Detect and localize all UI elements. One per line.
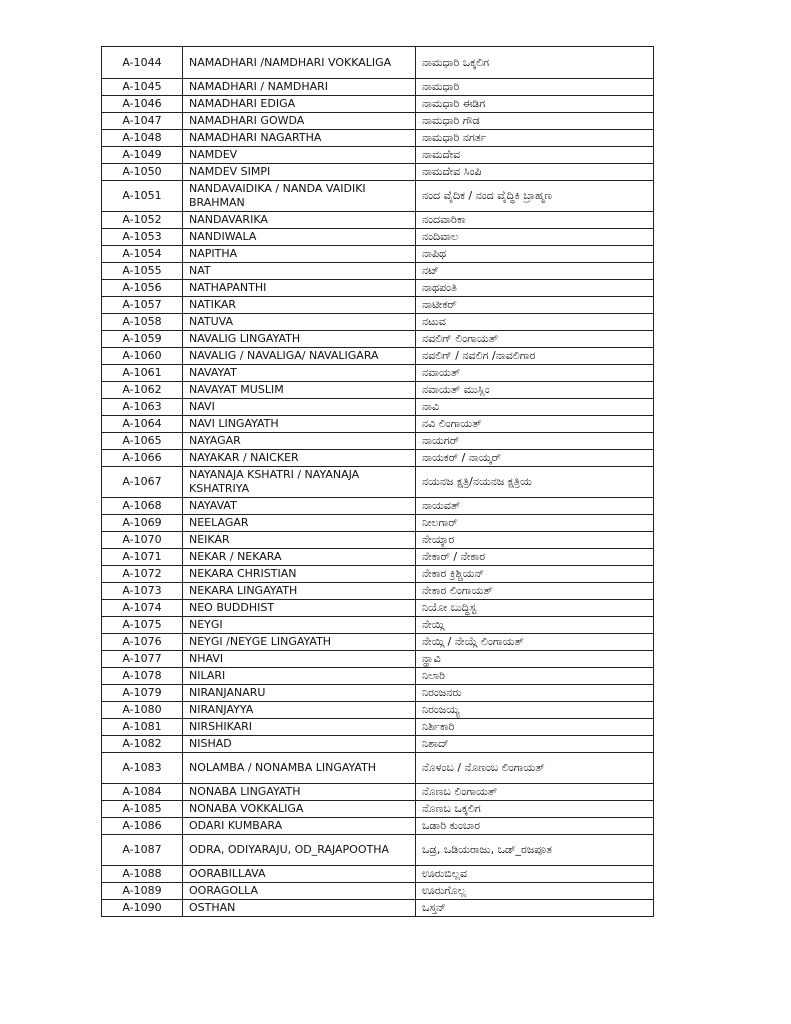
kannada-name-cell: ಊರುಗೊಲ್ಲ xyxy=(416,883,654,900)
document-page xyxy=(101,46,654,917)
code-cell: A-1090 xyxy=(102,900,183,917)
english-name-cell: NAVAYAT xyxy=(183,365,416,382)
table-row xyxy=(102,515,654,532)
english-name-cell: ODRA, ODIYARAJU, OD_RAJAPOOTHA xyxy=(183,835,416,866)
table-row xyxy=(102,753,654,784)
english-name-cell: NHAVI xyxy=(183,651,416,668)
kannada-name-cell: ನಾಮಧಾರಿ ಒಕ್ಕಲಿಗ xyxy=(416,47,654,79)
english-name-cell: NAMADHARI GOWDA xyxy=(183,113,416,130)
kannada-name-cell: ನಾಮಧಾರಿ xyxy=(416,79,654,96)
english-name-cell: OORAGOLLA xyxy=(183,883,416,900)
english-name-cell: NAMADHARI /NAMDHARI VOKKALIGA xyxy=(183,47,416,79)
code-cell: A-1087 xyxy=(102,835,183,866)
english-name-cell: NAMADHARI EDIGA xyxy=(183,96,416,113)
english-name-cell: NIRSHIKARI xyxy=(183,719,416,736)
code-cell: A-1065 xyxy=(102,433,183,450)
kannada-name-cell: ನೇಯ್ಕಾರ xyxy=(416,532,654,549)
table-row xyxy=(102,600,654,617)
code-cell: A-1082 xyxy=(102,736,183,753)
english-name-cell: NIRANJAYYA xyxy=(183,702,416,719)
english-name-cell: NOLAMBA / NONAMBA LINGAYATH xyxy=(183,753,416,784)
code-cell: A-1068 xyxy=(102,498,183,515)
kannada-name-cell: ನಾಥಪಂತಿ xyxy=(416,280,654,297)
code-cell: A-1045 xyxy=(102,79,183,96)
english-name-cell: NONABA LINGAYATH xyxy=(183,784,416,801)
kannada-name-cell: ನಾಯವತ್ xyxy=(416,498,654,515)
english-name-cell: NAYAVAT xyxy=(183,498,416,515)
english-name-cell: OSTHAN xyxy=(183,900,416,917)
code-cell: A-1084 xyxy=(102,784,183,801)
code-cell: A-1069 xyxy=(102,515,183,532)
code-cell: A-1080 xyxy=(102,702,183,719)
english-name-cell: NEKARA CHRISTIAN xyxy=(183,566,416,583)
table-row xyxy=(102,467,654,498)
code-cell: A-1085 xyxy=(102,801,183,818)
table-row xyxy=(102,263,654,280)
table-row xyxy=(102,331,654,348)
table-body xyxy=(102,47,654,917)
table-row xyxy=(102,130,654,147)
code-cell: A-1061 xyxy=(102,365,183,382)
english-name-cell: NEO BUDDHIST xyxy=(183,600,416,617)
table-row xyxy=(102,181,654,212)
kannada-name-cell: ನಾಮದೇವ ಸಿಂಪಿ xyxy=(416,164,654,181)
table-row xyxy=(102,450,654,467)
code-cell: A-1070 xyxy=(102,532,183,549)
kannada-name-cell: ನಟುವ xyxy=(416,314,654,331)
kannada-name-cell: ನೇಕಾರ್ / ನೇಕಾರ xyxy=(416,549,654,566)
kannada-name-cell: ನ್ಹಾವಿ xyxy=(416,651,654,668)
table-row xyxy=(102,668,654,685)
code-cell: A-1052 xyxy=(102,212,183,229)
code-cell: A-1050 xyxy=(102,164,183,181)
table-row xyxy=(102,498,654,515)
code-cell: A-1044 xyxy=(102,47,183,79)
table-row xyxy=(102,818,654,835)
english-name-cell: NISHAD xyxy=(183,736,416,753)
english-name-cell: NATUVA xyxy=(183,314,416,331)
english-name-cell: NIRANJANARU xyxy=(183,685,416,702)
code-cell: A-1075 xyxy=(102,617,183,634)
english-name-cell: NEYGI xyxy=(183,617,416,634)
english-name-cell: NAVI LINGAYATH xyxy=(183,416,416,433)
code-cell: A-1058 xyxy=(102,314,183,331)
table-row xyxy=(102,212,654,229)
kannada-name-cell: ನಂದಿವಾಲ xyxy=(416,229,654,246)
code-cell: A-1047 xyxy=(102,113,183,130)
kannada-name-cell: ನೇಕಾರ ಲಿಂಗಾಯತ್ xyxy=(416,583,654,600)
table-row xyxy=(102,835,654,866)
english-name-cell: NAYAGAR xyxy=(183,433,416,450)
kannada-name-cell: ನಾಯಕರ್ / ನಾಯ್ಕರ್ xyxy=(416,450,654,467)
english-name-cell: NANDAVAIDIKA / NANDA VAIDIKI BRAHMAN xyxy=(183,181,416,212)
code-cell: A-1086 xyxy=(102,818,183,835)
english-name-cell: NAYAKAR / NAICKER xyxy=(183,450,416,467)
english-name-cell: NAVALIG LINGAYATH xyxy=(183,331,416,348)
code-cell: A-1083 xyxy=(102,753,183,784)
table-row xyxy=(102,79,654,96)
kannada-name-cell: ನಾಮಧಾರಿ ಈಡಿಗ xyxy=(416,96,654,113)
english-name-cell: NAT xyxy=(183,263,416,280)
table-row xyxy=(102,549,654,566)
code-cell: A-1072 xyxy=(102,566,183,583)
code-cell: A-1088 xyxy=(102,866,183,883)
kannada-name-cell: ನೇಯ್ಗಿ / ನೇಯ್ಗೆ ಲಿಂಗಾಯತ್ xyxy=(416,634,654,651)
kannada-name-cell: ನಿಲಾರಿ xyxy=(416,668,654,685)
table-row xyxy=(102,685,654,702)
english-name-cell: NEKARA LINGAYATH xyxy=(183,583,416,600)
code-cell: A-1049 xyxy=(102,147,183,164)
code-cell: A-1071 xyxy=(102,549,183,566)
english-name-cell: NAVALIG / NAVALIGA/ NAVALIGARA xyxy=(183,348,416,365)
table-row xyxy=(102,702,654,719)
table-row xyxy=(102,113,654,130)
code-cell: A-1059 xyxy=(102,331,183,348)
code-cell: A-1081 xyxy=(102,719,183,736)
kannada-name-cell: ನಾವಿ xyxy=(416,399,654,416)
kannada-name-cell: ನೇಯ್ಗಿ xyxy=(416,617,654,634)
kannada-name-cell: ನವಲಿಗ್ / ನವಲಿಗ /ನಾವಲಿಗಾರ xyxy=(416,348,654,365)
table-row xyxy=(102,719,654,736)
english-name-cell: NAMADHARI / NAMDHARI xyxy=(183,79,416,96)
table-row xyxy=(102,801,654,818)
kannada-name-cell: ನಿರ್ಶಿಕಾರಿ xyxy=(416,719,654,736)
english-name-cell: NEIKAR xyxy=(183,532,416,549)
kannada-name-cell: ಒಡ್ರ, ಒಡಿಯರಾಜು, ಒಡ್_ರಜಪೂತ xyxy=(416,835,654,866)
english-name-cell: NAVAYAT MUSLIM xyxy=(183,382,416,399)
english-name-cell: NONABA VOKKALIGA xyxy=(183,801,416,818)
kannada-name-cell: ನಯನಜ ಕ್ಷತ್ರಿ/ನಯನಜ ಕ್ಷತ್ರಿಯ xyxy=(416,467,654,498)
table-row xyxy=(102,532,654,549)
english-name-cell: ODARI KUMBARA xyxy=(183,818,416,835)
code-cell: A-1054 xyxy=(102,246,183,263)
kannada-name-cell: ಊರುಬಿಲ್ಲವ xyxy=(416,866,654,883)
kannada-name-cell: ನಾಮದೇವ xyxy=(416,147,654,164)
english-name-cell: NAMDEV xyxy=(183,147,416,164)
table-row xyxy=(102,246,654,263)
english-name-cell: NEKAR / NEKARA xyxy=(183,549,416,566)
english-name-cell: NAVI xyxy=(183,399,416,416)
kannada-name-cell: ನಾಮಧಾರಿ ನಗರ್ತ xyxy=(416,130,654,147)
kannada-name-cell: ಒಡಾರಿ ಕುಂಬಾರ xyxy=(416,818,654,835)
code-cell: A-1048 xyxy=(102,130,183,147)
kannada-name-cell: ನಾಯಗರ್ xyxy=(416,433,654,450)
kannada-name-cell: ನೀಲಗಾರ್ xyxy=(416,515,654,532)
kannada-name-cell: ನಂದ ವೈದಿಕ / ನಂದ ವೈದ್ಧಿಕಿ ಬ್ರಾಹ್ಮಣ xyxy=(416,181,654,212)
english-name-cell: NILARI xyxy=(183,668,416,685)
kannada-name-cell: ನಿಶಾದ್ xyxy=(416,736,654,753)
english-name-cell: NAMADHARI NAGARTHA xyxy=(183,130,416,147)
english-name-cell: NEYGI /NEYGE LINGAYATH xyxy=(183,634,416,651)
kannada-name-cell: ನಿಯೋ ಬುದ್ಧಿಸ್ಟ xyxy=(416,600,654,617)
table-row xyxy=(102,229,654,246)
table-row xyxy=(102,297,654,314)
table-row xyxy=(102,866,654,883)
english-name-cell: NATHAPANTHI xyxy=(183,280,416,297)
kannada-name-cell: ನಿರಂಜಯ್ಯ xyxy=(416,702,654,719)
code-cell: A-1060 xyxy=(102,348,183,365)
kannada-name-cell: ನಾಪಿಥ xyxy=(416,246,654,263)
table-row xyxy=(102,736,654,753)
kannada-name-cell: ನಟ್ xyxy=(416,263,654,280)
table-row xyxy=(102,147,654,164)
kannada-name-cell: ನವಾಯತ್ ಮುಸ್ಲಿಂ xyxy=(416,382,654,399)
english-name-cell: NANDAVARIKA xyxy=(183,212,416,229)
code-cell: A-1074 xyxy=(102,600,183,617)
kannada-name-cell: ನೇಕಾರ ಕ್ರಿಶ್ಚಿಯನ್ xyxy=(416,566,654,583)
code-cell: A-1079 xyxy=(102,685,183,702)
english-name-cell: NANDIWALA xyxy=(183,229,416,246)
code-cell: A-1051 xyxy=(102,181,183,212)
code-cell: A-1057 xyxy=(102,297,183,314)
english-name-cell: NATIKAR xyxy=(183,297,416,314)
code-cell: A-1076 xyxy=(102,634,183,651)
caste-list-table xyxy=(101,46,654,917)
table-row xyxy=(102,900,654,917)
english-name-cell: NAPITHA xyxy=(183,246,416,263)
table-row xyxy=(102,164,654,181)
code-cell: A-1064 xyxy=(102,416,183,433)
table-row xyxy=(102,883,654,900)
table-row xyxy=(102,634,654,651)
code-cell: A-1089 xyxy=(102,883,183,900)
table-row xyxy=(102,47,654,79)
table-row xyxy=(102,382,654,399)
kannada-name-cell: ನಂದವಾರಿಕಾ xyxy=(416,212,654,229)
english-name-cell: OORABILLAVA xyxy=(183,866,416,883)
code-cell: A-1056 xyxy=(102,280,183,297)
code-cell: A-1062 xyxy=(102,382,183,399)
kannada-name-cell: ನಾಮಧಾರಿ ಗೌಡ xyxy=(416,113,654,130)
code-cell: A-1077 xyxy=(102,651,183,668)
code-cell: A-1078 xyxy=(102,668,183,685)
table-row xyxy=(102,416,654,433)
code-cell: A-1046 xyxy=(102,96,183,113)
table-row xyxy=(102,365,654,382)
code-cell: A-1053 xyxy=(102,229,183,246)
table-row xyxy=(102,96,654,113)
kannada-name-cell: ನವಿ ಲಿಂಗಾಯತ್ xyxy=(416,416,654,433)
code-cell: A-1063 xyxy=(102,399,183,416)
kannada-name-cell: ನೊಳಂಬ / ನೊಣಂಬ ಲಿಂಗಾಯತ್ xyxy=(416,753,654,784)
kannada-name-cell: ನಿರಂಜನರು xyxy=(416,685,654,702)
table-row xyxy=(102,566,654,583)
table-row xyxy=(102,583,654,600)
table-row xyxy=(102,399,654,416)
code-cell: A-1066 xyxy=(102,450,183,467)
code-cell: A-1073 xyxy=(102,583,183,600)
code-cell: A-1067 xyxy=(102,467,183,498)
kannada-name-cell: ನವಲಿಗ್ ಲಿಂಗಾಯತ್ xyxy=(416,331,654,348)
table-row xyxy=(102,348,654,365)
english-name-cell: NAYANAJA KSHATRI / NAYANAJA KSHATRIYA xyxy=(183,467,416,498)
table-row xyxy=(102,314,654,331)
table-row xyxy=(102,651,654,668)
table-row xyxy=(102,617,654,634)
kannada-name-cell: ನವಾಯತ್ xyxy=(416,365,654,382)
kannada-name-cell: ನಾಟೀಕರ್ xyxy=(416,297,654,314)
code-cell: A-1055 xyxy=(102,263,183,280)
kannada-name-cell: ನೊಣಬ ಒಕ್ಕಲಿಗ xyxy=(416,801,654,818)
english-name-cell: NEELAGAR xyxy=(183,515,416,532)
kannada-name-cell: ನೊಣಬ ಲಿಂಗಾಯತ್ xyxy=(416,784,654,801)
table-row xyxy=(102,433,654,450)
kannada-name-cell: ಒಸ್ತನ್ xyxy=(416,900,654,917)
table-row xyxy=(102,784,654,801)
english-name-cell: NAMDEV SIMPI xyxy=(183,164,416,181)
table-row xyxy=(102,280,654,297)
